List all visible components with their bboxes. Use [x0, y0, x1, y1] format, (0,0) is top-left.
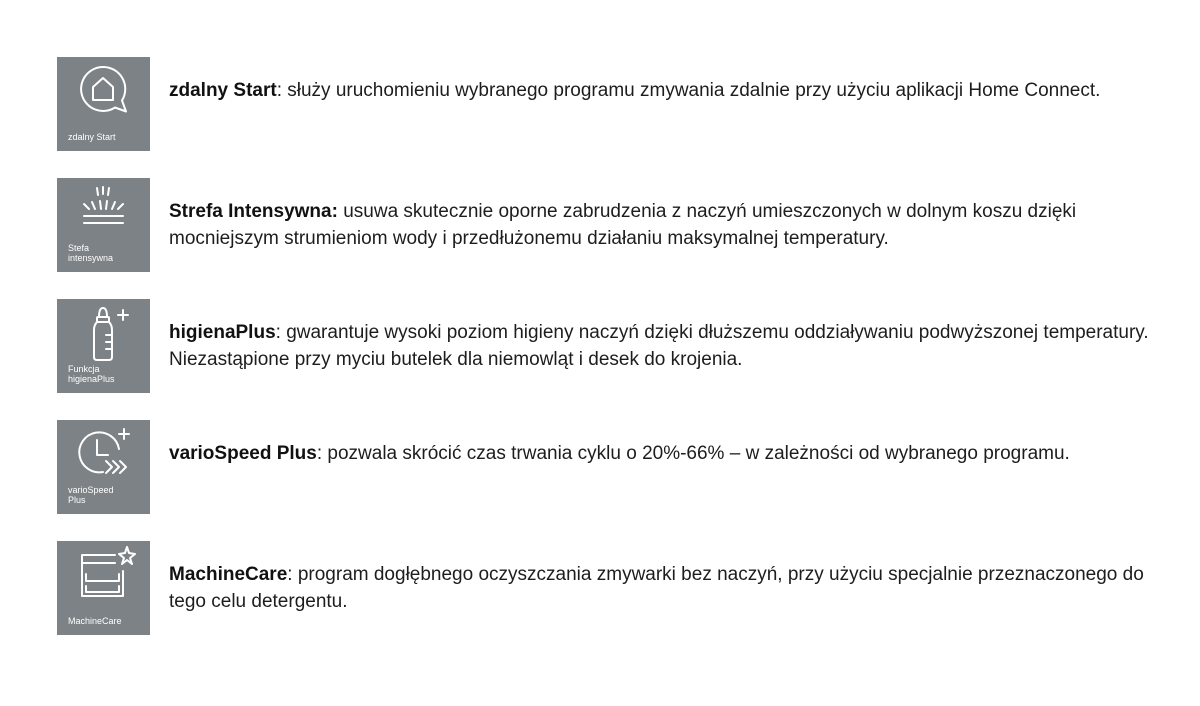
feature-vario-speed-plus	[57, 420, 1167, 514]
feature-intensive-zone	[57, 178, 1167, 272]
feature-text: : służy uruchomieniu wybranego programu zmywania zdalnie przy użyciu aplikacji Home Connect.	[276, 80, 1101, 101]
remote-start-icon	[57, 57, 150, 127]
feature-title: Strefa Intensywna:	[169, 201, 338, 222]
feature-description	[169, 440, 1169, 467]
feature-remote-start	[57, 57, 1167, 151]
feature-description	[169, 198, 1169, 252]
intensive-zone-icon	[57, 178, 150, 248]
tile-label: Funkcja higienaPlus	[68, 364, 115, 384]
remote-start-tile	[57, 57, 150, 151]
feature-hygiene-plus	[57, 299, 1167, 393]
feature-description	[169, 77, 1169, 104]
machine-care-tile	[57, 541, 150, 635]
feature-title: zdalny Start	[169, 80, 277, 101]
tile-label: Stefa intensywna	[68, 243, 114, 263]
feature-description	[169, 319, 1169, 373]
feature-title: higienaPlus	[169, 322, 276, 343]
clock-speed-plus-icon	[57, 420, 150, 490]
feature-text: : program dogłębnego oczyszczania zmywarki bez naczyń, przy użyciu specjalnie przeznaczonego do tego celu detergentu.	[169, 564, 1144, 612]
baby-bottle-plus-icon	[57, 299, 150, 369]
tile-label: MachineCare	[68, 616, 122, 626]
feature-text: : pozwala skrócić czas trwania cyklu o 20%-66% – w zależności od wybranego programu.	[316, 443, 1070, 464]
intensive-zone-tile	[57, 178, 150, 272]
machine-care-icon	[57, 541, 150, 611]
feature-text: usuwa skutecznie oporne zabrudzenia z naczyń umieszczonych w dolnym koszu dzięki mocniejszym strumieniom wody i przedłużonemu działaniu maksymalnej temperatury.	[169, 201, 1077, 249]
feature-description	[169, 561, 1169, 615]
feature-text: : gwarantuje wysoki poziom higieny naczyń dzięki dłuższemu oddziaływaniu podwyższonej temperatury. Niezastąpione przy myciu butelek dla niemowląt i desek do krojenia.	[169, 322, 1149, 370]
feature-title: MachineCare	[169, 564, 288, 585]
feature-title: varioSpeed Plus	[169, 443, 317, 464]
vario-speed-plus-tile	[57, 420, 150, 514]
feature-machine-care	[57, 541, 1167, 635]
hygiene-plus-tile	[57, 299, 150, 393]
tile-label: zdalny Start	[68, 132, 116, 142]
tile-label: varioSpeed Plus	[68, 485, 114, 505]
